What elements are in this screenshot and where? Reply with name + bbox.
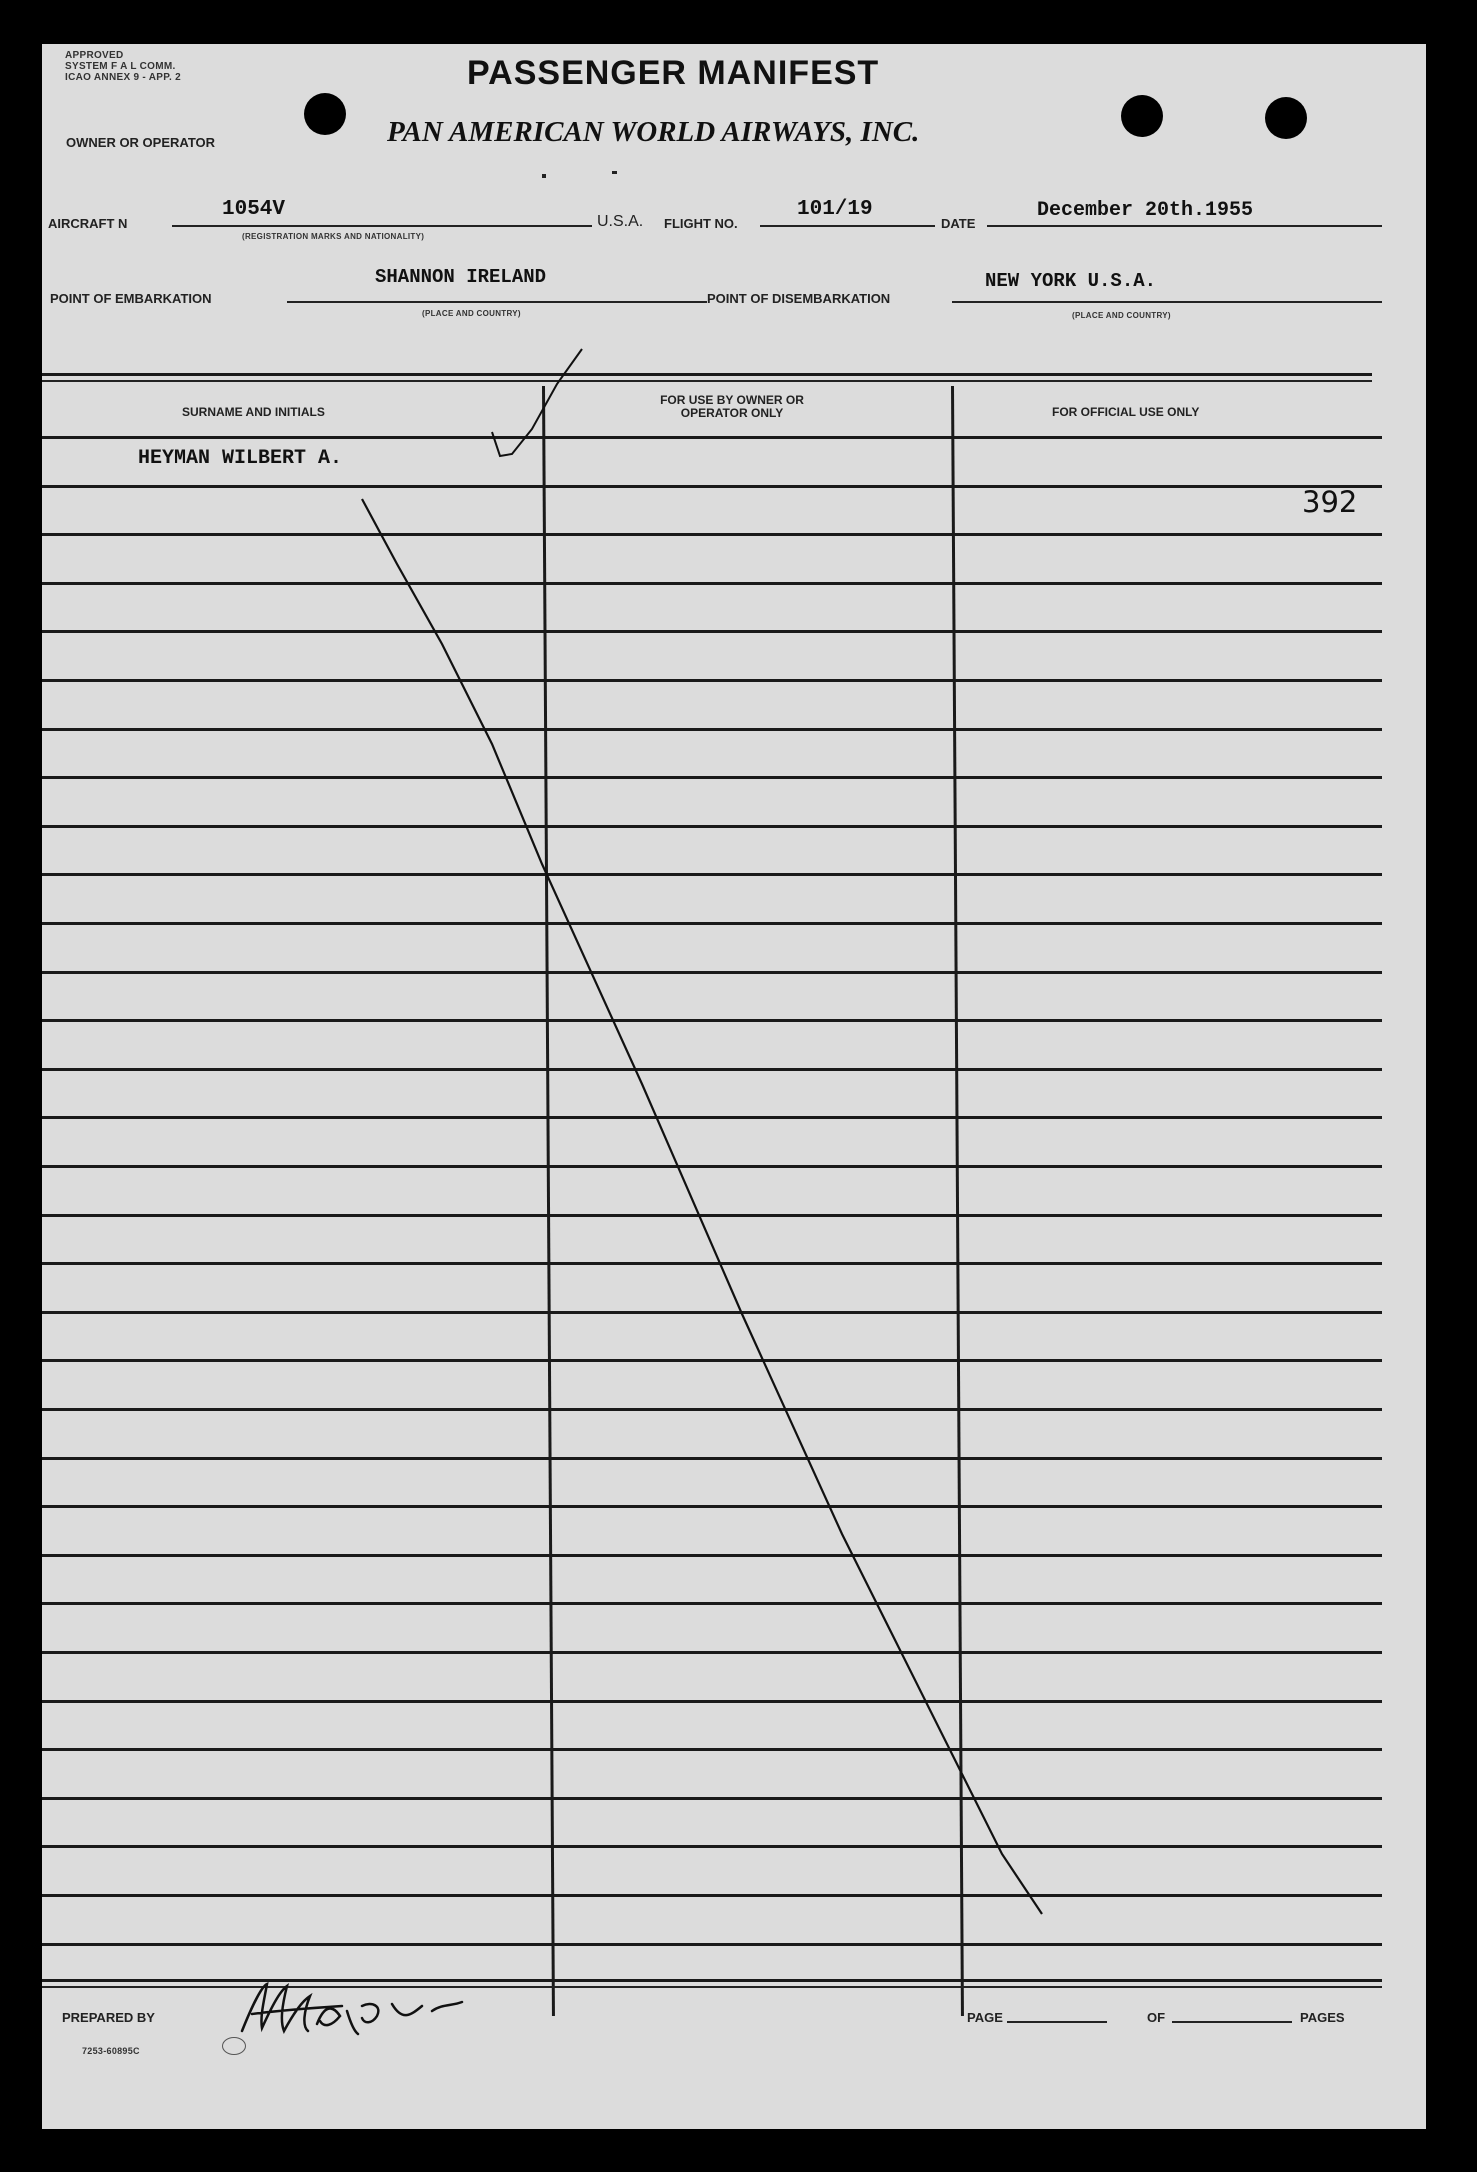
nationality: U.S.A. — [597, 213, 644, 230]
col-header-owner: FOR USE BY OWNER OR OPERATOR ONLY — [660, 393, 804, 420]
page-title: PASSENGER MANIFEST — [467, 54, 880, 92]
embarkation-label: POINT OF EMBARKATION — [50, 291, 212, 306]
approval-line: SYSTEM F A L COMM. — [65, 61, 176, 72]
page-label: PAGE — [967, 2010, 1003, 2025]
signature — [232, 1976, 502, 2046]
approval-line: ICAO ANNEX 9 - APP. 2 — [65, 72, 181, 83]
aircraft-value: 1054V — [222, 198, 286, 221]
official-number: 392 — [1302, 485, 1358, 519]
of-label: OF — [1147, 2010, 1166, 2025]
disembarkation-caption: (PLACE AND COUNTRY) — [1072, 311, 1171, 320]
embarkation-value: SHANNON IRELAND — [375, 266, 547, 288]
page-underline — [1007, 2021, 1107, 2023]
union-label — [222, 2037, 246, 2055]
aircraft-label: AIRCRAFT N — [48, 216, 128, 231]
form-number: 7253-60895C — [82, 2046, 140, 2056]
owner-operator-label: OWNER OR OPERATOR — [66, 135, 216, 150]
approval-line: APPROVED — [65, 50, 124, 61]
prepared-by-label: PREPARED BY — [62, 2010, 155, 2025]
flight-value: 101/19 — [797, 198, 873, 221]
col-header-official: FOR OFFICIAL USE ONLY — [1052, 405, 1200, 419]
flight-label: FLIGHT NO. — [664, 216, 738, 231]
embarkation-caption: (PLACE AND COUNTRY) — [422, 309, 521, 318]
date-label: DATE — [941, 216, 976, 231]
col-header-name: SURNAME AND INITIALS — [182, 405, 325, 419]
manifest-sheet — [42, 44, 1426, 2129]
pages-label: PAGES — [1300, 2010, 1345, 2025]
date-value: December 20th.1955 — [1037, 199, 1254, 222]
airline-name: PAN AMERICAN WORLD AIRWAYS, INC. — [387, 116, 920, 148]
aircraft-caption: (REGISTRATION MARKS AND NATIONALITY) — [242, 232, 425, 241]
disembarkation-label: POINT OF DISEMBARKATION — [707, 291, 891, 306]
strike-line — [42, 44, 1426, 2129]
passenger-name: HEYMAN WILBERT A. — [138, 447, 343, 470]
of-underline — [1172, 2021, 1292, 2023]
disembarkation-value: NEW YORK U.S.A. — [985, 270, 1157, 292]
